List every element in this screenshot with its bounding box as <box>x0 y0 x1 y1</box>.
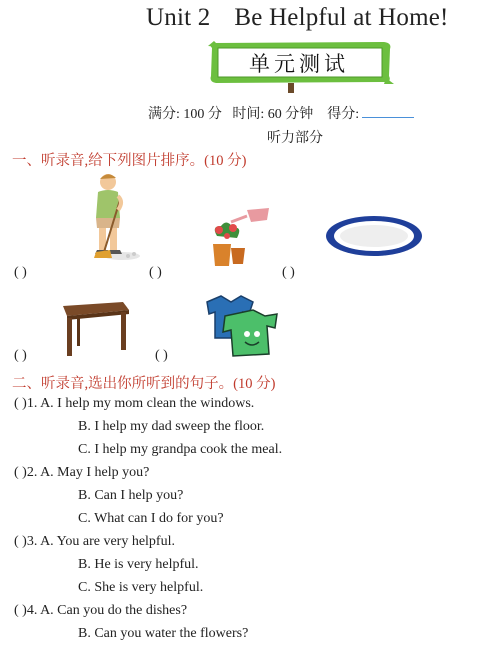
question-2-option-c: C. What can I do for you? <box>78 511 224 526</box>
answer-blank-2[interactable]: ( ) <box>149 265 162 280</box>
watering-flowers-icon <box>207 206 273 270</box>
question-3-blank[interactable]: ( )3. <box>14 534 41 549</box>
sweeping-boy-icon <box>82 170 144 262</box>
listening-subtitle: 听力部分 <box>267 131 323 146</box>
time-limit: 时间: 60 分钟 <box>232 107 314 122</box>
section1-heading: 一、听录音,给下列图片排序。(10 分) <box>12 153 247 169</box>
question-3 <box>14 534 175 550</box>
unit-label: Unit 2 <box>146 4 211 31</box>
question-2-option-b: B. Can I help you? <box>78 488 184 503</box>
question-4-option-b: B. Can you water the flowers? <box>78 626 249 641</box>
full-score: 满分: 100 分 <box>148 107 222 122</box>
question-4 <box>14 603 187 619</box>
question-3-option-b: B. He is very helpful. <box>78 557 199 572</box>
score-line <box>148 103 414 123</box>
section2-heading: 二、听录音,选出你所听到的句子。(10 分) <box>12 376 276 392</box>
table-icon <box>57 300 131 358</box>
question-4-option-a: A. Can you do the dishes? <box>40 603 188 618</box>
question-1-option-b: B. I help my dad sweep the floor. <box>78 419 265 434</box>
question-2-blank[interactable]: ( )2. <box>14 465 41 480</box>
question-1 <box>14 396 254 412</box>
banner-title: 单元测试 <box>249 52 349 76</box>
answer-blank-3[interactable]: ( ) <box>282 265 295 280</box>
question-1-option-c: C. I help my grandpa cook the meal. <box>78 442 283 457</box>
clothes-icon <box>203 294 279 358</box>
question-1-blank[interactable]: ( )1. <box>14 396 41 411</box>
score-label: 得分: <box>327 107 360 122</box>
answer-blank-4[interactable]: ( ) <box>14 348 27 363</box>
plate-icon <box>324 214 424 258</box>
question-1-option-a: A. I help my mom clean the windows. <box>40 396 255 411</box>
answer-blank-5[interactable]: ( ) <box>155 348 168 363</box>
question-3-option-a: A. You are very helpful. <box>40 534 175 549</box>
unit-title: Be Helpful at Home! <box>234 4 449 31</box>
page-title <box>146 4 449 32</box>
answer-blank-1[interactable]: ( ) <box>14 265 27 280</box>
question-4-blank[interactable]: ( )4. <box>14 603 41 618</box>
question-2 <box>14 465 149 481</box>
question-3-option-c: C. She is very helpful. <box>78 580 204 595</box>
score-blank[interactable] <box>362 105 414 118</box>
question-2-option-a: A. May I help you? <box>40 465 150 480</box>
